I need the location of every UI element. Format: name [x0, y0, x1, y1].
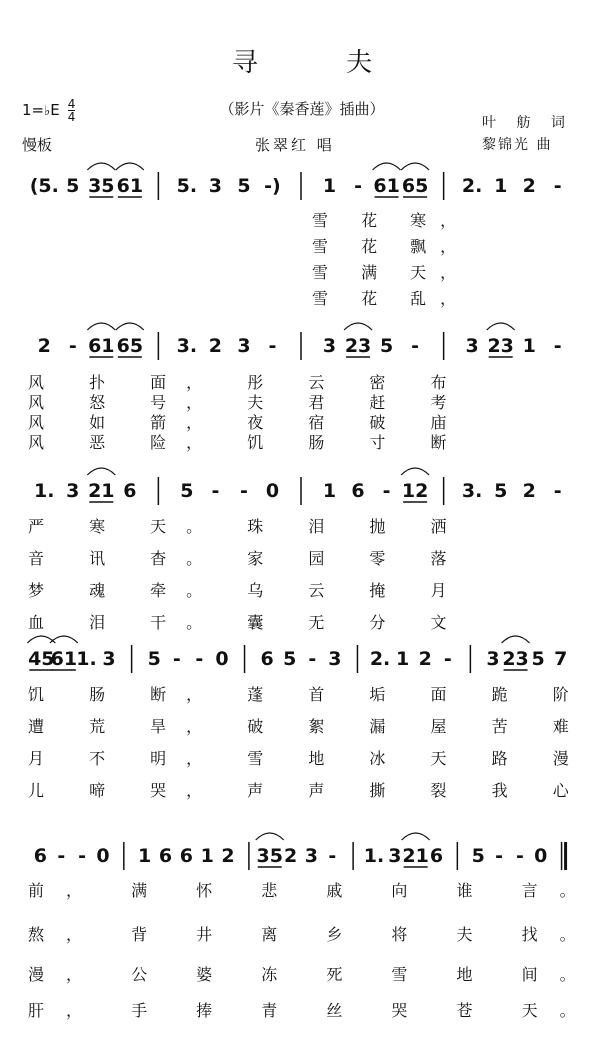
note: 2: [283, 845, 298, 867]
note: 1: [494, 175, 508, 197]
note: 0: [534, 845, 548, 867]
note: -: [553, 480, 562, 502]
time-bottom: 4: [67, 110, 76, 124]
lyric-line: 饥 肠 断， 蓬 首 垢 面 跪 阶: [28, 685, 589, 704]
note: 23: [502, 648, 529, 670]
note: 0: [265, 480, 280, 502]
lyric-line: 儿 啼 哭， 声 声 撕 裂 我 心: [28, 781, 589, 800]
note: 3: [388, 845, 402, 867]
note: 5: [379, 335, 394, 357]
lyric-line: 音 讯 杳。 家 园 零 落: [28, 549, 467, 568]
note: 1: [522, 335, 536, 357]
note: 61: [373, 175, 400, 197]
key-label: 1=: [22, 101, 45, 119]
note: 5: [147, 648, 161, 670]
note: 6: [33, 845, 48, 867]
slur: [256, 833, 284, 840]
note: -: [553, 175, 562, 197]
note: 3: [304, 845, 319, 867]
note: -: [240, 480, 248, 502]
note: 12: [401, 480, 429, 502]
note: 3: [208, 175, 223, 197]
slur: [401, 468, 429, 475]
note: 2.: [369, 648, 391, 670]
note: 65: [401, 175, 429, 197]
note: 6: [429, 845, 444, 867]
note: 5: [471, 845, 485, 867]
lyric-line: 风 恶 险， 饥 肠 寸 断: [28, 433, 467, 452]
note: 2: [418, 648, 432, 670]
lyric-line: 雪 花 飘，: [312, 237, 471, 256]
lyric-line: 风 如 箭， 夜 宿 破 庙: [28, 413, 467, 432]
note: 45: [28, 648, 55, 670]
song-title: 寻 夫: [231, 48, 413, 78]
note: 3: [237, 335, 251, 357]
note: 7: [554, 648, 568, 670]
note: -: [308, 648, 317, 670]
slur: [116, 323, 144, 330]
note: 2: [522, 175, 536, 197]
slur: [87, 468, 115, 475]
note: 35: [88, 175, 115, 197]
lyric-line: 雪 花 寒，: [312, 211, 471, 230]
score-line-3: [34, 468, 562, 505]
lyric-line: 梦 魂 牵。 乌 云 掩 月: [28, 581, 467, 600]
note: -): [264, 175, 281, 197]
note: 2: [221, 845, 235, 867]
note: 35: [256, 845, 283, 867]
lyricist-credit: 叶 舫 词: [482, 115, 573, 131]
lyric-line: 风 怒 号， 夫 君 赶 考: [28, 393, 467, 412]
note: 2: [37, 335, 51, 357]
lyric-line: 遭 荒 旱， 破 絮 漏 屋 苦 难: [28, 717, 589, 736]
lyric-line: 雪 满 天，: [312, 263, 471, 282]
key-note: E: [50, 101, 60, 119]
note: 61: [116, 175, 144, 197]
lyric-line: 血 泪 干。 囊 无 分 文: [28, 613, 467, 632]
note: -: [57, 845, 66, 867]
score-line-5: [34, 833, 566, 870]
slur: [487, 323, 515, 330]
lyric-line: 肝， 手 捧 青 丝 哭 苍 天。: [28, 1001, 598, 1020]
note: 1: [322, 175, 337, 197]
note: -: [328, 845, 337, 867]
note: 5: [283, 648, 297, 670]
note: 65: [116, 335, 144, 357]
note: -: [195, 648, 204, 670]
note: -: [268, 335, 277, 357]
note: -: [515, 845, 524, 867]
lyric-line: 风 扑 面， 彤 云 密 布: [28, 373, 467, 392]
note: 3: [486, 648, 500, 670]
note: 3: [102, 648, 116, 670]
slur: [401, 163, 429, 170]
note: 1: [200, 845, 214, 867]
lyric-line: 月 不 明， 雪 地 冰 天 路 漫: [28, 749, 589, 768]
note: 23: [487, 335, 514, 357]
slur: [402, 833, 430, 840]
note: 2: [522, 480, 536, 502]
note: -: [443, 648, 452, 670]
note: -: [382, 480, 391, 502]
lyric-line: 前， 满 怀 悲 戚 向 谁 言。: [28, 881, 598, 900]
score-line-1: [30, 163, 562, 200]
note: -: [553, 335, 562, 357]
note: 5: [66, 175, 80, 197]
note: 1: [138, 845, 152, 867]
note: 2: [208, 335, 223, 357]
note: -: [78, 845, 87, 867]
note: 6: [158, 845, 173, 867]
note: 3: [322, 335, 337, 357]
tempo-marking: 慢板: [22, 136, 53, 154]
note: 61: [88, 335, 115, 357]
note: 6: [123, 480, 137, 502]
note: 1.: [34, 480, 55, 502]
note: 3: [328, 648, 342, 670]
note: -: [495, 845, 503, 867]
note: 1.: [76, 648, 97, 670]
composer-credit: 黎锦光 曲: [482, 137, 553, 153]
note: 3.: [461, 480, 483, 502]
note: 6: [351, 480, 365, 502]
note: -: [68, 335, 77, 357]
note: 5: [531, 648, 545, 670]
note: -: [354, 175, 362, 197]
note: 3: [66, 480, 80, 502]
note: 6: [260, 648, 274, 670]
note: 5: [180, 480, 194, 502]
slur: [344, 323, 372, 330]
slur: [116, 163, 144, 170]
lyric-line: 雪 花 乱，: [312, 289, 471, 308]
subtitle: （影片《秦香莲》插曲）: [219, 100, 385, 118]
note: 5: [494, 480, 508, 502]
note: 2.: [461, 175, 483, 197]
note: 3.: [176, 335, 198, 357]
score-line-2: [38, 323, 562, 360]
slur: [373, 163, 401, 170]
note: 5.: [176, 175, 198, 197]
slur: [87, 323, 115, 330]
note: -: [172, 648, 181, 670]
note: -: [411, 335, 420, 357]
lyric-line: 熬， 背 井 离 乡 将 夫 找。: [28, 925, 598, 944]
note: 21: [88, 480, 115, 502]
note: -: [211, 480, 220, 502]
singer-credit: 张翠红 唱: [255, 136, 335, 154]
note: 21: [402, 845, 429, 867]
note: 1.: [363, 845, 385, 867]
lyric-line: 漫， 公 婆 冻 死 雪 地 间。: [28, 965, 598, 984]
note: 6: [179, 845, 193, 867]
time-top: 4: [67, 97, 76, 111]
flat-sign: ♭: [44, 104, 51, 119]
note: 5: [237, 175, 251, 197]
note: 61: [50, 648, 78, 670]
note: 1: [322, 480, 337, 502]
score-line-4: [27, 636, 567, 673]
note: 3: [465, 335, 479, 357]
note: 23: [344, 335, 372, 357]
note: (5.: [29, 175, 59, 197]
slur: [87, 163, 115, 170]
note: 1: [396, 648, 410, 670]
note: 0: [215, 648, 229, 670]
lyric-line: 严 寒 天。 珠 泪 抛 洒: [28, 517, 467, 536]
slur: [502, 636, 530, 643]
note: 0: [96, 845, 110, 867]
